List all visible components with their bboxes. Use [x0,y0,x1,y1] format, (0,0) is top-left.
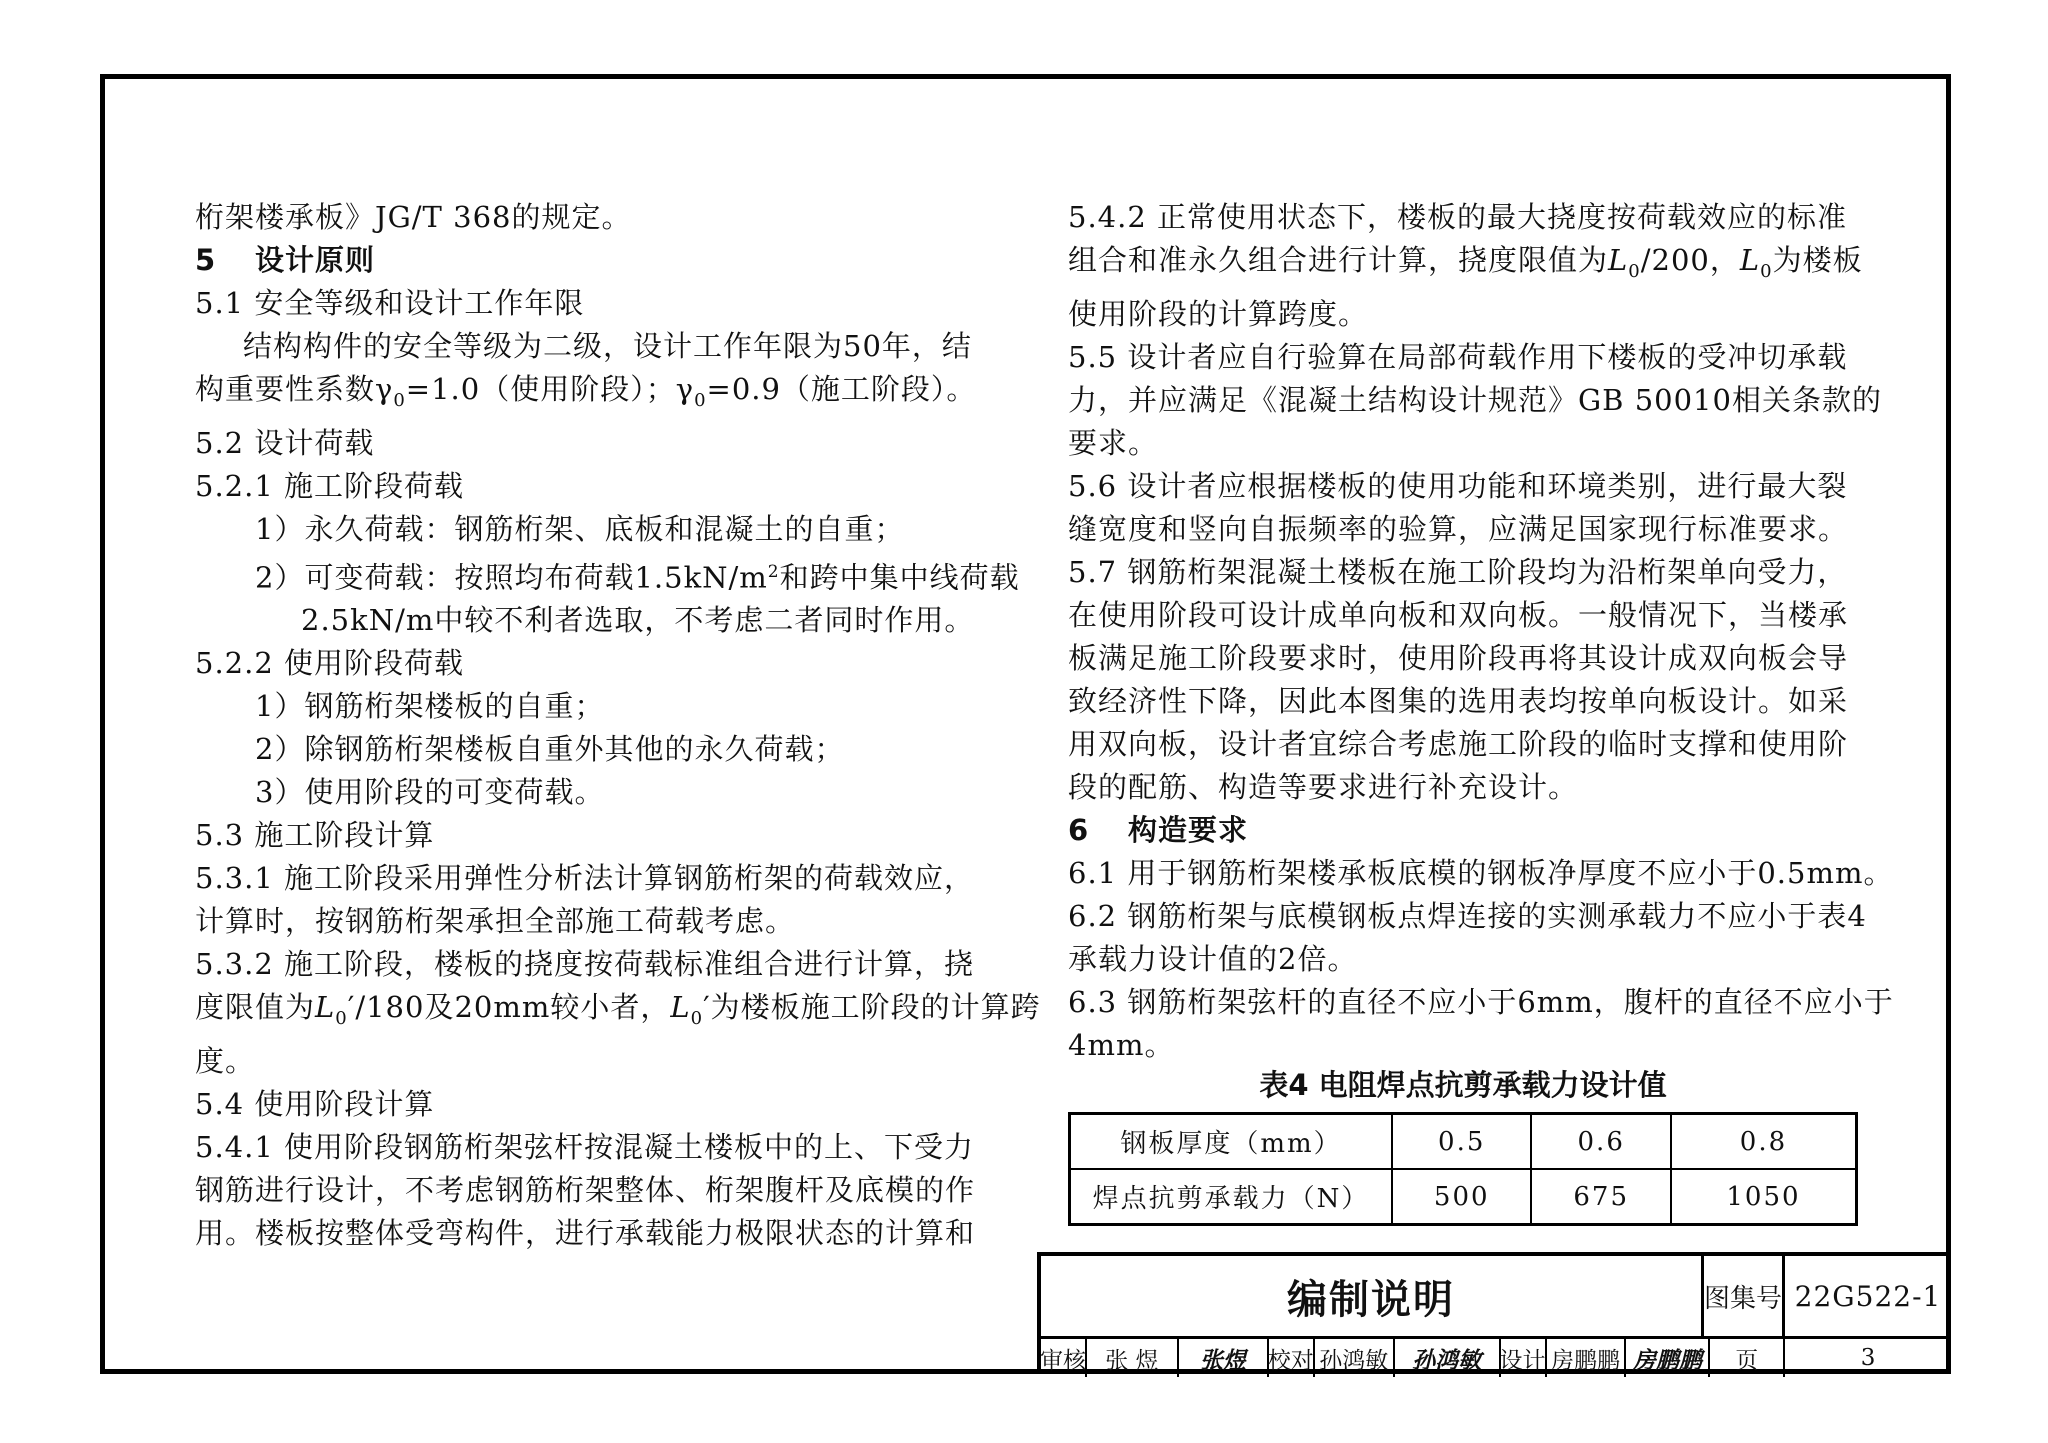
page-number: 3 [1860,1345,1876,1371]
text-line: 计算时，按钢筋桁架承担全部施工荷载考虑。 [195,904,796,939]
text-line: 钢筋进行设计，不考虑钢筋桁架整体、桁架腹杆及底模的作 [195,1173,976,1208]
designer-name: 房鹏鹏 [1547,1339,1627,1377]
text-line: 6.2 钢筋桁架与底模钢板点焊连接的实测承载力不应小于表4 [1068,898,1867,933]
subsection-5-2-1: 5.2.1 施工阶段荷载 [195,468,465,503]
text-line: 用双向板，设计者宜综合考虑施工阶段的临时支撑和使用阶 [1068,726,1849,761]
text-line: 度限值为$L_0'/180$及20mm较小者，$L_0'$为楼板施工阶段的计算跨 [195,990,1041,1030]
right-text-column [1068,196,1894,1067]
table-cell: 675 [1531,1169,1670,1225]
list-item-continuation: 2.5kN/m中较不利者选取，不考虑二者同时作用。 [301,603,975,638]
text-line: 桁架楼承板》JG/T 368的规定。 [195,200,632,234]
text-line: 度。 [195,1044,256,1079]
subsection-5-2: 5.2 设计荷载 [195,425,375,460]
text-line: 5.4.2 正常使用状态下，楼板的最大挠度按荷载效应的标准 [1068,200,1848,234]
signature-row [1041,1336,1951,1377]
set-number: 22G522-1 [1794,1279,1942,1313]
table-cell: 0.6 [1531,1114,1670,1170]
table-row [1070,1169,1857,1225]
text-line: 5.3.1 施工阶段采用弹性分析法计算钢筋桁架的荷载效应， [195,861,975,896]
weld-strength-table [1068,1112,1858,1226]
text-line: 使用阶段的计算跨度。 [1068,296,1369,331]
check-label: 校对 [1269,1339,1315,1377]
table-title: 表4 电阻焊点抗剪承载力设计值 [1259,1068,1667,1102]
text-line: 构重要性系数$\gamma_0=1.0$（使用阶段）；$\gamma_0=0.9$（施工阶段）。 [195,372,977,411]
list-item: 2）除钢筋桁架楼板自重外其他的永久荷载； [255,732,845,767]
checker-signature: 孙鸿敏 [1395,1339,1501,1377]
row-label: 焊点抗剪承载力（N） [1070,1169,1393,1225]
table-cell: 0.8 [1671,1114,1857,1170]
text-line: 致经济性下降，因此本图集的选用表均按单向板设计。如采 [1068,683,1849,718]
title-block [1037,1252,1951,1374]
left-text-column [195,196,1041,1255]
subsection-5-4: 5.4 使用阶段计算 [195,1087,435,1122]
table-cell: 500 [1392,1169,1531,1225]
text-line: 在使用阶段可设计成单向板和双向板。一般情况下，当楼承 [1068,597,1849,632]
table-row [1070,1114,1857,1170]
section-heading-6: 6 构造要求 [1068,812,1249,847]
reviewer-signature: 张煜 [1179,1339,1269,1377]
page-label: 页 [1710,1339,1785,1377]
text-line: 板满足施工阶段要求时，使用阶段再将其设计成双向板会导 [1068,640,1849,675]
list-item: 1）永久荷载：钢筋桁架、底板和混凝土的自重； [255,511,905,546]
section-heading-5: 5 设计原则 [195,243,376,277]
text-line: 组合和准永久组合进行计算，挠度限值为$L_0/200$，$L_0$为楼板 [1068,243,1863,282]
text-line: 5.4.1 使用阶段钢筋桁架弦杆按混凝土楼板中的上、下受力 [195,1130,975,1165]
designer-signature: 房鹏鹏 [1626,1339,1710,1377]
text-line: 结构构件的安全等级为二级，设计工作年限为50年，结 [243,329,972,363]
set-number-label: 图集号 [1704,1256,1785,1336]
text-line: 5.6 设计者应根据楼板的使用功能和环境类别，进行最大裂 [1068,468,1848,503]
drawing-title: 编制说明 [1041,1256,1704,1336]
text-line: 段的配筋、构造等要求进行补充设计。 [1068,769,1579,804]
text-line: 承载力设计值的2倍。 [1068,941,1358,976]
text-line: 要求。 [1068,425,1159,460]
design-label: 设计 [1501,1339,1547,1377]
text-line: 6.3 钢筋桁架弦杆的直径不应小于6mm，腹杆的直径不应小于 [1068,984,1894,1019]
checker-name: 孙鸿敏 [1315,1339,1395,1377]
text-line: 6.1 用于钢筋桁架楼承板底模的钢板净厚度不应小于0.5mm。 [1068,855,1894,890]
subsection-5-1: 5.1 安全等级和设计工作年限 [195,286,585,320]
subsection-5-2-2: 5.2.2 使用阶段荷载 [195,646,465,681]
table-cell: 0.5 [1392,1114,1531,1170]
table-cell: 1050 [1671,1169,1857,1225]
review-label: 审核 [1041,1339,1087,1377]
subsection-5-3: 5.3 施工阶段计算 [195,818,435,853]
list-item: 1）钢筋桁架楼板的自重； [255,689,605,724]
text-line: 5.3.2 施工阶段，楼板的挠度按荷载标准组合进行计算，挠 [195,947,975,982]
text-line: 用。楼板按整体受弯构件，进行承载能力极限状态的计算和 [195,1216,976,1251]
text-line: 5.7 钢筋桁架混凝土楼板在施工阶段均为沿桁架单向受力， [1068,554,1848,589]
text-line: 4mm。 [1068,1027,1175,1062]
reviewer-name: 张 煜 [1087,1339,1179,1377]
text-line: 力，并应满足《混凝土结构设计规范》GB 50010相关条款的 [1068,382,1882,417]
list-item: 3）使用阶段的可变荷载。 [255,775,605,810]
text-line: 缝宽度和竖向自振频率的验算，应满足国家现行标准要求。 [1068,511,1849,546]
text-line: 5.5 设计者应自行验算在局部荷载作用下楼板的受冲切承载 [1068,339,1848,374]
list-item: 2）可变荷载：按照均布荷载$1.5kN/m^2$和跨中集中线荷载 [255,560,1020,595]
row-label: 钢板厚度（mm） [1070,1114,1393,1170]
